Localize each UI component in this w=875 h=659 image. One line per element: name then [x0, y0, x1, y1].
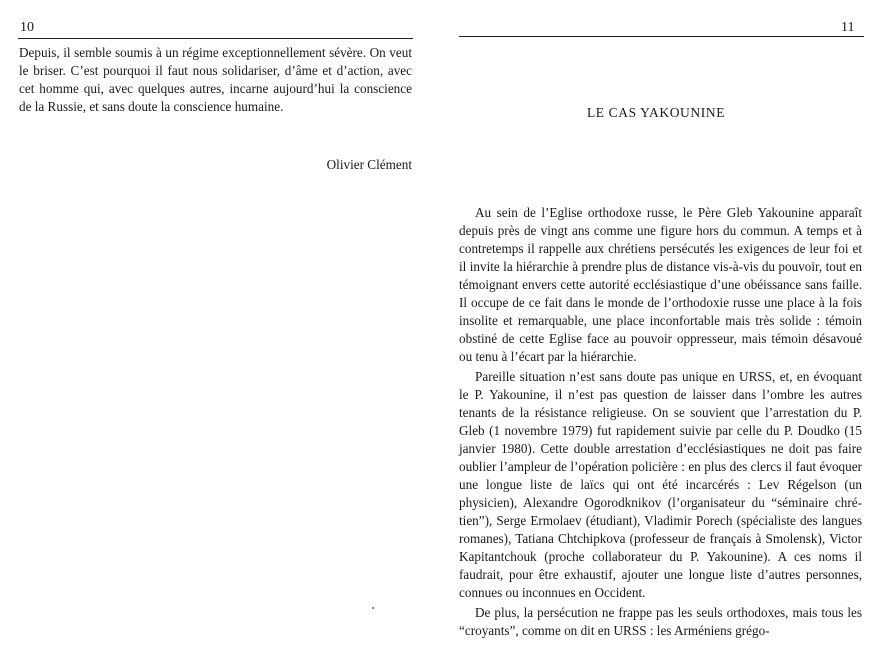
page-number: 11	[841, 20, 855, 35]
paragraph: Pareille situation n’est sans doute pas unique en URSS, et, en évoquant le P. Yakounine, il n’est pas question de laisser dans l’ombre les autres tenants de la résistance religieuse. On se souvient que l’arrestation du P. Gleb (1 novembre 1979) fut rapidement suivie par celle du P. Doudko (15 janvier 1980). Cette double arrestation d’ecclésiastiques ne doit pas faire oublier l’ampleur de l’opération policière : en plus des clercs il faut évoquer une longue liste de laïcs qui ont été incarcérés : Lev Régelson (un physicien), Alexandre Ogorodknikov (l’organisateur du “séminaire chrétien”), Serge Ermolaev (étudiant), Vladimir Porech (spécialiste des langues romanes), Tatiana Chtchipkova (professeur de français à Smolensk), Victor Kapitantchouk (proche collaborateur du P. Yakounine). A ces noms il faudrait, pour être exhaustif, ajouter une longue liste d’autres personnes, connues ou inconnues en Occident.	[459, 369, 862, 600]
paragraph: Au sein de l’Eglise orthodoxe russe, le Père Gleb Yakounine apparaît depuis près de vingt ans comme une figure hors du commun. A temps et à contretemps il rappelle aux chrétiens persécutés les exigences de leur foi et il invite la hiérarchie à prendre plus de distance vis-à-vis du pouvoir, tout en témoignant envers cette autorité ecclésiastique d’une obéissance sans faille. Il occupe de ce fait dans le monde de l’orthodoxie russe une place à la fois insolite et remarquable, une place inconfortable mais très solide : témoin obstiné de cette Eglise face au pouvoir oppresseur, mais témoin désavoué ou tenu à l’écart par la hiérarchie.	[459, 205, 862, 364]
scan-speck	[372, 607, 374, 609]
chapter-title: LE CAS YAKOUNINE	[586, 105, 726, 120]
paragraph: De plus, la persécution ne frappe pas les seuls orthodoxes, mais tous les “croyants”, comme on dit en URSS : les Arméniens grégo-	[459, 605, 862, 638]
right-page	[437, 0, 875, 659]
page-number: 10	[20, 20, 34, 35]
header-rule	[459, 36, 864, 37]
left-page	[0, 0, 437, 659]
body-text	[459, 204, 862, 640]
paragraph: Depuis, il semble soumis à un régime exceptionnellement sévère. On veut le briser. C’est pourquoi il faut nous solidariser, d’âme et d’action, avec cet homme qui, avec quelques autres, incarne aujourd’hui la conscience de la Russie, et sans doute la conscience humaine.	[19, 45, 412, 114]
author-signature: Olivier Clément	[326, 157, 412, 172]
body-text	[19, 44, 412, 116]
header-rule	[18, 38, 413, 39]
